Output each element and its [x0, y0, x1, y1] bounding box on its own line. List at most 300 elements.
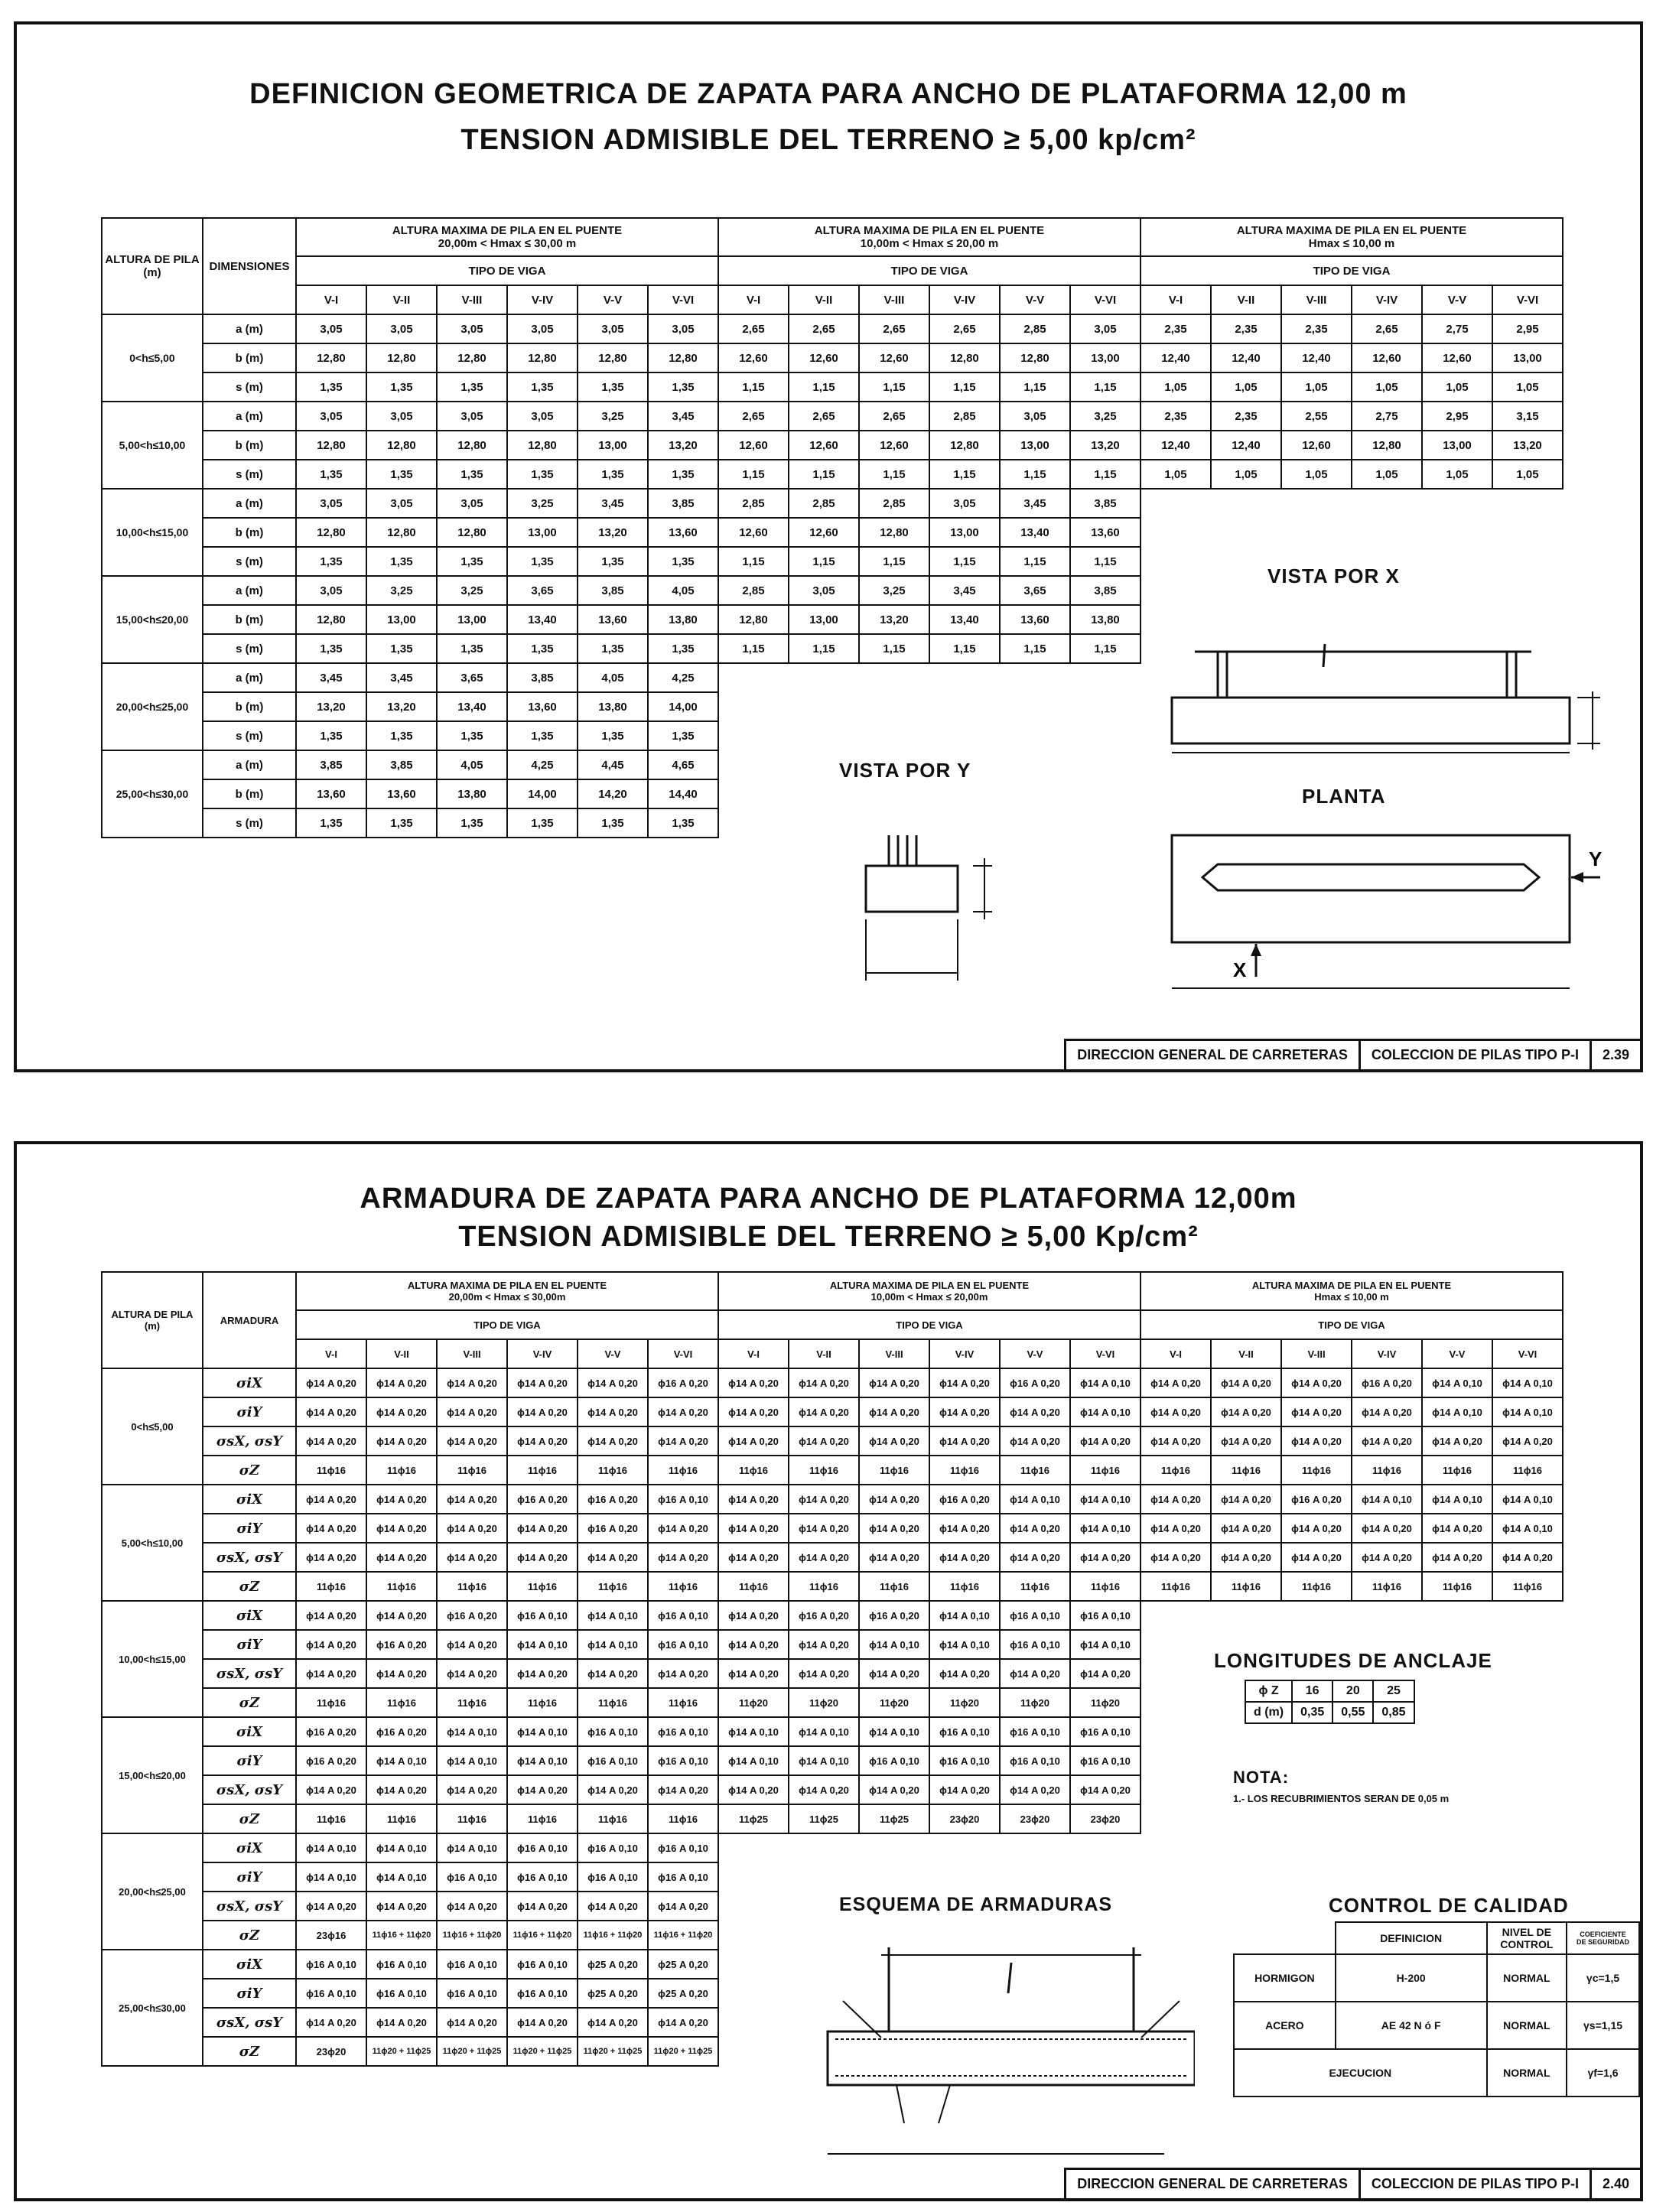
value-cell: ϕ14 A 0,20: [437, 1775, 507, 1804]
dim-cell: b (m): [203, 779, 296, 808]
value-cell: ϕ16 A 0,20: [507, 1485, 578, 1514]
value-cell: ϕ14 A 0,10: [366, 1833, 437, 1862]
value-cell: ϕ14 A 0,10: [578, 1630, 648, 1659]
value-cell: ϕ16 A 0,20: [296, 1717, 366, 1746]
value-cell: ϕ14 A 0,20: [366, 1514, 437, 1543]
value-cell: 1,35: [578, 808, 648, 838]
value-cell: 1,15: [859, 634, 929, 663]
planta-label: PLANTA: [1302, 785, 1386, 808]
value-cell: ϕ14 A 0,20: [578, 1426, 648, 1456]
value-cell: 1,05: [1352, 460, 1422, 489]
value-cell: ϕ14 A 0,20: [1492, 1543, 1563, 1572]
value-cell: 11ϕ16: [507, 1456, 578, 1485]
value-cell: 3,45: [929, 576, 1000, 605]
value-cell: ϕ14 A 0,20: [718, 1659, 789, 1688]
value-cell: 11ϕ16 + 11ϕ20: [507, 1921, 578, 1950]
value-cell: 1,05: [1211, 460, 1281, 489]
value-cell: ϕ14 A 0,20: [296, 2008, 366, 2037]
value-cell: ϕ16 A 0,10: [437, 1950, 507, 1979]
value-cell: 12,80: [296, 431, 366, 460]
col-altura-header: ALTURA DE PILA (m): [102, 218, 203, 314]
viga-header: V-III: [859, 285, 929, 314]
value-cell: ϕ16 A 0,10: [578, 1717, 648, 1746]
value-cell: 3,05: [366, 489, 437, 518]
value-cell: 1,15: [1070, 634, 1141, 663]
value-cell: 14,00: [507, 779, 578, 808]
value-cell: ϕ16 A 0,10: [648, 1601, 718, 1630]
value-cell: 13,00: [789, 605, 859, 634]
value-cell: ϕ14 A 0,20: [859, 1543, 929, 1572]
value-cell: 1,35: [507, 721, 578, 750]
lt-h4: 25: [1373, 1680, 1414, 1702]
viga-header: V-VI: [1492, 285, 1563, 314]
value-cell: 2,35: [1141, 402, 1211, 431]
value-cell: 1,35: [366, 808, 437, 838]
value-cell: 2,35: [1211, 314, 1281, 343]
value-cell: 3,85: [1070, 576, 1141, 605]
value-cell: ϕ14 A 0,20: [648, 1543, 718, 1572]
value-cell: 11ϕ16: [578, 1456, 648, 1485]
value-cell: ϕ14 A 0,20: [366, 1485, 437, 1514]
value-cell: 23ϕ20: [1070, 1804, 1141, 1833]
value-cell: 12,80: [507, 343, 578, 372]
value-cell: ϕ16 A 0,10: [859, 1746, 929, 1775]
value-cell: ϕ14 A 0,20: [366, 1775, 437, 1804]
value-cell: 12,60: [859, 343, 929, 372]
vista-y-label: VISTA POR Y: [839, 759, 971, 782]
value-cell: ϕ14 A 0,20: [507, 1659, 578, 1688]
value-cell: 13,40: [1000, 518, 1070, 547]
value-cell: 1,05: [1211, 372, 1281, 402]
range-cell: 0<h≤5,00: [102, 1368, 203, 1485]
viga-header: V-IV: [507, 285, 578, 314]
col-altura-header: ALTURA DE PILA (m): [102, 1272, 203, 1368]
table-row: [102, 1601, 1563, 1630]
value-cell: 11ϕ16: [648, 1456, 718, 1485]
vista-y-drawing: [851, 820, 1034, 1004]
value-cell: ϕ14 A 0,20: [437, 1485, 507, 1514]
empty-area: [718, 1862, 1563, 1892]
value-cell: 13,80: [578, 692, 648, 721]
value-cell: 12,60: [1352, 343, 1422, 372]
value-cell: ϕ14 A 0,20: [1422, 1543, 1492, 1572]
value-cell: ϕ14 A 0,20: [1281, 1397, 1352, 1426]
value-cell: ϕ14 A 0,20: [507, 1514, 578, 1543]
value-cell: ϕ14 A 0,20: [507, 1892, 578, 1921]
value-cell: 11ϕ20 + 11ϕ25: [578, 2037, 648, 2066]
value-cell: ϕ14 A 0,10: [859, 1717, 929, 1746]
value-cell: ϕ14 A 0,20: [296, 1659, 366, 1688]
value-cell: 11ϕ16: [1070, 1572, 1141, 1601]
value-cell: 2,35: [1281, 314, 1352, 343]
viga-header: V-VI: [1070, 1339, 1141, 1368]
value-cell: ϕ14 A 0,20: [648, 1397, 718, 1426]
group-header-2: [1141, 1272, 1563, 1310]
value-cell: ϕ14 A 0,20: [1281, 1514, 1352, 1543]
dim-cell: a (m): [203, 402, 296, 431]
range-cell: 15,00<h≤20,00: [102, 576, 203, 663]
value-cell: 1,15: [789, 547, 859, 576]
value-cell: ϕ14 A 0,20: [437, 1630, 507, 1659]
value-cell: 11ϕ16: [1141, 1456, 1211, 1485]
value-cell: 11ϕ16: [718, 1456, 789, 1485]
value-cell: 4,65: [648, 750, 718, 779]
value-cell: 11ϕ16: [437, 1572, 507, 1601]
value-cell: ϕ16 A 0,10: [507, 1833, 578, 1862]
value-cell: 13,60: [366, 779, 437, 808]
value-cell: 11ϕ25: [859, 1804, 929, 1833]
value-cell: ϕ16 A 0,10: [648, 1485, 718, 1514]
value-cell: ϕ16 A 0,10: [1070, 1717, 1141, 1746]
value-cell: ϕ16 A 0,10: [296, 1979, 366, 2008]
value-cell: ϕ16 A 0,10: [578, 1746, 648, 1775]
value-cell: 1,15: [859, 372, 929, 402]
value-cell: 11ϕ25: [718, 1804, 789, 1833]
value-cell: ϕ16 A 0,10: [578, 1862, 648, 1892]
value-cell: ϕ16 A 0,20: [859, 1601, 929, 1630]
value-cell: ϕ14 A 0,20: [718, 1397, 789, 1426]
value-cell: 3,05: [437, 489, 507, 518]
dim-cell: s (m): [203, 460, 296, 489]
viga-header: V-IV: [929, 285, 1000, 314]
value-cell: 13,60: [507, 692, 578, 721]
range-cell: 15,00<h≤20,00: [102, 1717, 203, 1833]
value-cell: 13,00: [1000, 431, 1070, 460]
value-cell: 3,45: [648, 402, 718, 431]
value-cell: 2,75: [1352, 402, 1422, 431]
value-cell: 1,05: [1281, 372, 1352, 402]
value-cell: ϕ14 A 0,20: [366, 1892, 437, 1921]
value-cell: 1,35: [437, 460, 507, 489]
value-cell: 4,45: [578, 750, 648, 779]
value-cell: ϕ14 A 0,10: [1070, 1630, 1141, 1659]
planta-drawing: [1141, 805, 1616, 996]
dim-cell: σZ: [203, 1688, 296, 1717]
value-cell: ϕ14 A 0,20: [296, 1426, 366, 1456]
viga-header: V-IV: [507, 1339, 578, 1368]
value-cell: 14,40: [648, 779, 718, 808]
value-cell: 11ϕ16: [296, 1804, 366, 1833]
value-cell: 12,40: [1141, 343, 1211, 372]
value-cell: ϕ14 A 0,20: [578, 1397, 648, 1426]
value-cell: 3,25: [366, 576, 437, 605]
value-cell: ϕ16 A 0,10: [648, 1833, 718, 1862]
table-row: [102, 1746, 1563, 1775]
value-cell: 11ϕ16: [1492, 1456, 1563, 1485]
group-line1: ALTURA MAXIMA DE PILA EN EL PUENTE: [392, 224, 623, 237]
sheet2-title: ARMADURA DE ZAPATA PARA ANCHO DE PLATAFORMA 12,00m: [360, 1182, 1297, 1215]
value-cell: 1,35: [648, 460, 718, 489]
value-cell: 14,20: [578, 779, 648, 808]
value-cell: 11ϕ16: [1141, 1572, 1211, 1601]
group-line1: ALTURA MAXIMA DE PILA EN EL PUENTE: [1251, 1280, 1452, 1291]
value-cell: 13,80: [437, 779, 507, 808]
value-cell: 11ϕ20: [789, 1688, 859, 1717]
value-cell: ϕ25 A 0,20: [578, 1979, 648, 2008]
value-cell: 3,65: [437, 663, 507, 692]
value-cell: ϕ16 A 0,10: [648, 1746, 718, 1775]
value-cell: ϕ14 A 0,10: [1070, 1397, 1141, 1426]
dim-cell: σiY: [203, 1746, 296, 1775]
group-header-2: [1141, 218, 1563, 256]
value-cell: 11ϕ16: [437, 1804, 507, 1833]
value-cell: 3,45: [578, 489, 648, 518]
value-cell: ϕ14 A 0,20: [507, 2008, 578, 2037]
dim-cell: s (m): [203, 634, 296, 663]
footer-collection: COLECCION DE PILAS TIPO P-I: [1361, 2170, 1592, 2198]
dim-cell: a (m): [203, 663, 296, 692]
viga-header: V-II: [789, 285, 859, 314]
value-cell: 12,60: [718, 431, 789, 460]
value-cell: ϕ14 A 0,20: [859, 1368, 929, 1397]
table-row: [102, 1368, 1563, 1397]
value-cell: 13,00: [507, 518, 578, 547]
value-cell: 12,80: [1000, 343, 1070, 372]
value-cell: ϕ16 A 0,20: [437, 1601, 507, 1630]
value-cell: 1,15: [929, 634, 1000, 663]
value-cell: 1,35: [578, 721, 648, 750]
dim-cell: b (m): [203, 518, 296, 547]
value-cell: 3,05: [296, 402, 366, 431]
ctl-r3-c: NORMAL: [1487, 2049, 1567, 2097]
value-cell: 13,00: [929, 518, 1000, 547]
longitudes-title: LONGITUDES DE ANCLAJE: [1214, 1649, 1492, 1672]
value-cell: 1,15: [718, 460, 789, 489]
vista-x-label: VISTA POR X: [1267, 564, 1400, 587]
value-cell: ϕ14 A 0,20: [1211, 1543, 1281, 1572]
value-cell: ϕ14 A 0,20: [1000, 1543, 1070, 1572]
value-cell: 12,80: [437, 431, 507, 460]
value-cell: ϕ16 A 0,20: [366, 1630, 437, 1659]
value-cell: 12,80: [437, 518, 507, 547]
value-cell: ϕ14 A 0,20: [648, 1659, 718, 1688]
value-cell: ϕ14 A 0,10: [507, 1717, 578, 1746]
value-cell: ϕ16 A 0,20: [789, 1601, 859, 1630]
value-cell: ϕ14 A 0,20: [1281, 1543, 1352, 1572]
value-cell: 1,35: [507, 547, 578, 576]
value-cell: ϕ14 A 0,20: [1352, 1426, 1422, 1456]
group-line2: 10,00m < Hmax ≤ 20,00m: [870, 1291, 988, 1303]
value-cell: 11ϕ16: [366, 1456, 437, 1485]
value-cell: ϕ14 A 0,20: [1141, 1426, 1211, 1456]
dim-cell: σsX, σsY: [203, 1659, 296, 1688]
viga-header: V-III: [437, 285, 507, 314]
svg-text:X: X: [1233, 958, 1247, 981]
value-cell: 11ϕ20 + 11ϕ25: [437, 2037, 507, 2066]
dim-cell: s (m): [203, 547, 296, 576]
viga-header: V-V: [1000, 285, 1070, 314]
value-cell: ϕ14 A 0,20: [296, 1601, 366, 1630]
value-cell: 1,35: [296, 372, 366, 402]
value-cell: ϕ14 A 0,10: [1070, 1514, 1141, 1543]
value-cell: 12,60: [789, 431, 859, 460]
value-cell: ϕ14 A 0,20: [1141, 1543, 1211, 1572]
value-cell: 1,15: [929, 547, 1000, 576]
value-cell: 13,20: [1070, 431, 1141, 460]
viga-header: V-II: [789, 1339, 859, 1368]
ctl-r2-b: AE 42 N ó F: [1336, 2002, 1487, 2049]
viga-header: V-V: [578, 1339, 648, 1368]
value-cell: 3,05: [507, 402, 578, 431]
value-cell: 3,05: [366, 314, 437, 343]
value-cell: ϕ14 A 0,20: [929, 1426, 1000, 1456]
value-cell: ϕ14 A 0,20: [789, 1426, 859, 1456]
value-cell: ϕ14 A 0,20: [578, 2008, 648, 2037]
value-cell: ϕ14 A 0,10: [929, 1630, 1000, 1659]
value-cell: ϕ14 A 0,20: [437, 2008, 507, 2037]
lt-r1: d (m): [1245, 1702, 1292, 1723]
value-cell: 13,00: [366, 605, 437, 634]
value-cell: ϕ25 A 0,20: [648, 1950, 718, 1979]
value-cell: 1,05: [1141, 460, 1211, 489]
value-cell: 11ϕ16: [296, 1572, 366, 1601]
empty-area: [1141, 1746, 1563, 1775]
value-cell: ϕ14 A 0,20: [366, 1601, 437, 1630]
value-cell: 3,05: [578, 314, 648, 343]
tipo-viga-header: TIPO DE VIGA: [1141, 256, 1563, 285]
value-cell: 11ϕ16: [366, 1804, 437, 1833]
value-cell: 11ϕ16 + 11ϕ20: [578, 1921, 648, 1950]
value-cell: ϕ14 A 0,20: [296, 1397, 366, 1426]
value-cell: 11ϕ16: [718, 1572, 789, 1601]
dim-cell: σiY: [203, 1979, 296, 2008]
value-cell: 13,20: [578, 518, 648, 547]
value-cell: ϕ14 A 0,20: [437, 1659, 507, 1688]
group-line2: 10,00m < Hmax ≤ 20,00 m: [860, 237, 999, 250]
table-row: [102, 489, 1563, 518]
viga-header: V-V: [1422, 1339, 1492, 1368]
ctl-h-coef: COEFICIENTE DE SEGURIDAD: [1567, 1922, 1639, 1954]
viga-header: V-II: [1211, 285, 1281, 314]
range-cell: 20,00<h≤25,00: [102, 663, 203, 750]
value-cell: ϕ14 A 0,20: [859, 1397, 929, 1426]
value-cell: 1,35: [578, 547, 648, 576]
value-cell: 11ϕ16: [1281, 1456, 1352, 1485]
ctl-r2-a: ACERO: [1234, 2002, 1336, 2049]
value-cell: 11ϕ16: [366, 1572, 437, 1601]
footer-sheet-number: 2.39: [1602, 1047, 1629, 1062]
viga-header: V-VI: [1070, 285, 1141, 314]
value-cell: ϕ14 A 0,20: [1070, 1426, 1141, 1456]
value-cell: ϕ14 A 0,20: [437, 1514, 507, 1543]
value-cell: ϕ14 A 0,20: [929, 1368, 1000, 1397]
value-cell: 11ϕ16: [929, 1456, 1000, 1485]
ctl-r2-d: γs=1,15: [1567, 2002, 1639, 2049]
table-row: [102, 1485, 1563, 1514]
dim-cell: σsX, σsY: [203, 2008, 296, 2037]
value-cell: ϕ16 A 0,10: [437, 1979, 507, 2008]
value-cell: 1,05: [1492, 372, 1563, 402]
value-cell: 1,05: [1422, 460, 1492, 489]
value-cell: ϕ14 A 0,20: [648, 1426, 718, 1456]
value-cell: 11ϕ16: [437, 1456, 507, 1485]
dim-cell: σiX: [203, 1485, 296, 1514]
dim-cell: σiX: [203, 1717, 296, 1746]
value-cell: ϕ14 A 0,20: [789, 1630, 859, 1659]
value-cell: ϕ16 A 0,10: [648, 1630, 718, 1659]
value-cell: ϕ14 A 0,20: [1000, 1775, 1070, 1804]
value-cell: 11ϕ16: [366, 1688, 437, 1717]
value-cell: 3,65: [507, 576, 578, 605]
dim-cell: s (m): [203, 372, 296, 402]
value-cell: 13,40: [507, 605, 578, 634]
value-cell: ϕ14 A 0,20: [648, 1514, 718, 1543]
value-cell: 3,05: [1000, 402, 1070, 431]
viga-header: V-VI: [648, 1339, 718, 1368]
range-cell: 5,00<h≤10,00: [102, 1485, 203, 1601]
dim-cell: a (m): [203, 576, 296, 605]
value-cell: ϕ14 A 0,20: [929, 1659, 1000, 1688]
value-cell: ϕ14 A 0,20: [1352, 1543, 1422, 1572]
value-cell: 11ϕ16: [507, 1804, 578, 1833]
value-cell: 11ϕ20: [1070, 1688, 1141, 1717]
value-cell: 1,35: [648, 634, 718, 663]
value-cell: 3,65: [1000, 576, 1070, 605]
value-cell: 1,05: [1141, 372, 1211, 402]
dim-cell: σZ: [203, 1456, 296, 1485]
dim-cell: σiY: [203, 1514, 296, 1543]
value-cell: ϕ14 A 0,10: [507, 1746, 578, 1775]
value-cell: ϕ16 A 0,10: [507, 1862, 578, 1892]
value-cell: ϕ14 A 0,20: [789, 1368, 859, 1397]
group-header-0: [296, 218, 718, 256]
value-cell: 2,85: [1000, 314, 1070, 343]
value-cell: 12,60: [859, 431, 929, 460]
value-cell: 13,20: [648, 431, 718, 460]
value-cell: 1,15: [789, 460, 859, 489]
value-cell: 12,60: [789, 343, 859, 372]
value-cell: ϕ14 A 0,10: [1070, 1368, 1141, 1397]
value-cell: 12,60: [1422, 343, 1492, 372]
dim-cell: σiY: [203, 1397, 296, 1426]
viga-header: V-V: [1422, 285, 1492, 314]
value-cell: 1,15: [718, 547, 789, 576]
nota-text: 1.- LOS RECUBRIMIENTOS SERAN DE 0,05 m: [1233, 1793, 1450, 1804]
value-cell: 3,85: [648, 489, 718, 518]
value-cell: 3,85: [296, 750, 366, 779]
dim-cell: a (m): [203, 750, 296, 779]
value-cell: ϕ14 A 0,20: [296, 1368, 366, 1397]
value-cell: 1,35: [578, 372, 648, 402]
value-cell: 11ϕ16: [296, 1688, 366, 1717]
value-cell: 3,25: [507, 489, 578, 518]
value-cell: 1,05: [1281, 460, 1352, 489]
value-cell: 13,40: [929, 605, 1000, 634]
footer-dgc: DIRECCION GENERAL DE CARRETERAS: [1066, 2170, 1361, 2198]
value-cell: ϕ16 A 0,10: [648, 1862, 718, 1892]
table-row: [102, 460, 1563, 489]
value-cell: ϕ14 A 0,20: [859, 1775, 929, 1804]
value-cell: 11ϕ16: [1211, 1572, 1281, 1601]
value-cell: ϕ14 A 0,20: [296, 1630, 366, 1659]
value-cell: ϕ16 A 0,20: [1000, 1368, 1070, 1397]
value-cell: ϕ14 A 0,20: [1070, 1543, 1141, 1572]
value-cell: 2,85: [789, 489, 859, 518]
value-cell: 1,15: [1000, 460, 1070, 489]
value-cell: ϕ14 A 0,10: [296, 1862, 366, 1892]
value-cell: 11ϕ20 + 11ϕ25: [507, 2037, 578, 2066]
value-cell: ϕ14 A 0,20: [507, 1426, 578, 1456]
value-cell: ϕ14 A 0,20: [648, 1775, 718, 1804]
value-cell: 3,05: [507, 314, 578, 343]
value-cell: ϕ16 A 0,20: [1352, 1368, 1422, 1397]
value-cell: 1,35: [437, 634, 507, 663]
value-cell: 1,35: [507, 460, 578, 489]
group-line1: ALTURA MAXIMA DE PILA EN EL PUENTE: [407, 1280, 607, 1291]
value-cell: ϕ14 A 0,20: [929, 1775, 1000, 1804]
tipo-viga-header: TIPO DE VIGA: [296, 1310, 718, 1339]
value-cell: ϕ14 A 0,20: [1141, 1397, 1211, 1426]
